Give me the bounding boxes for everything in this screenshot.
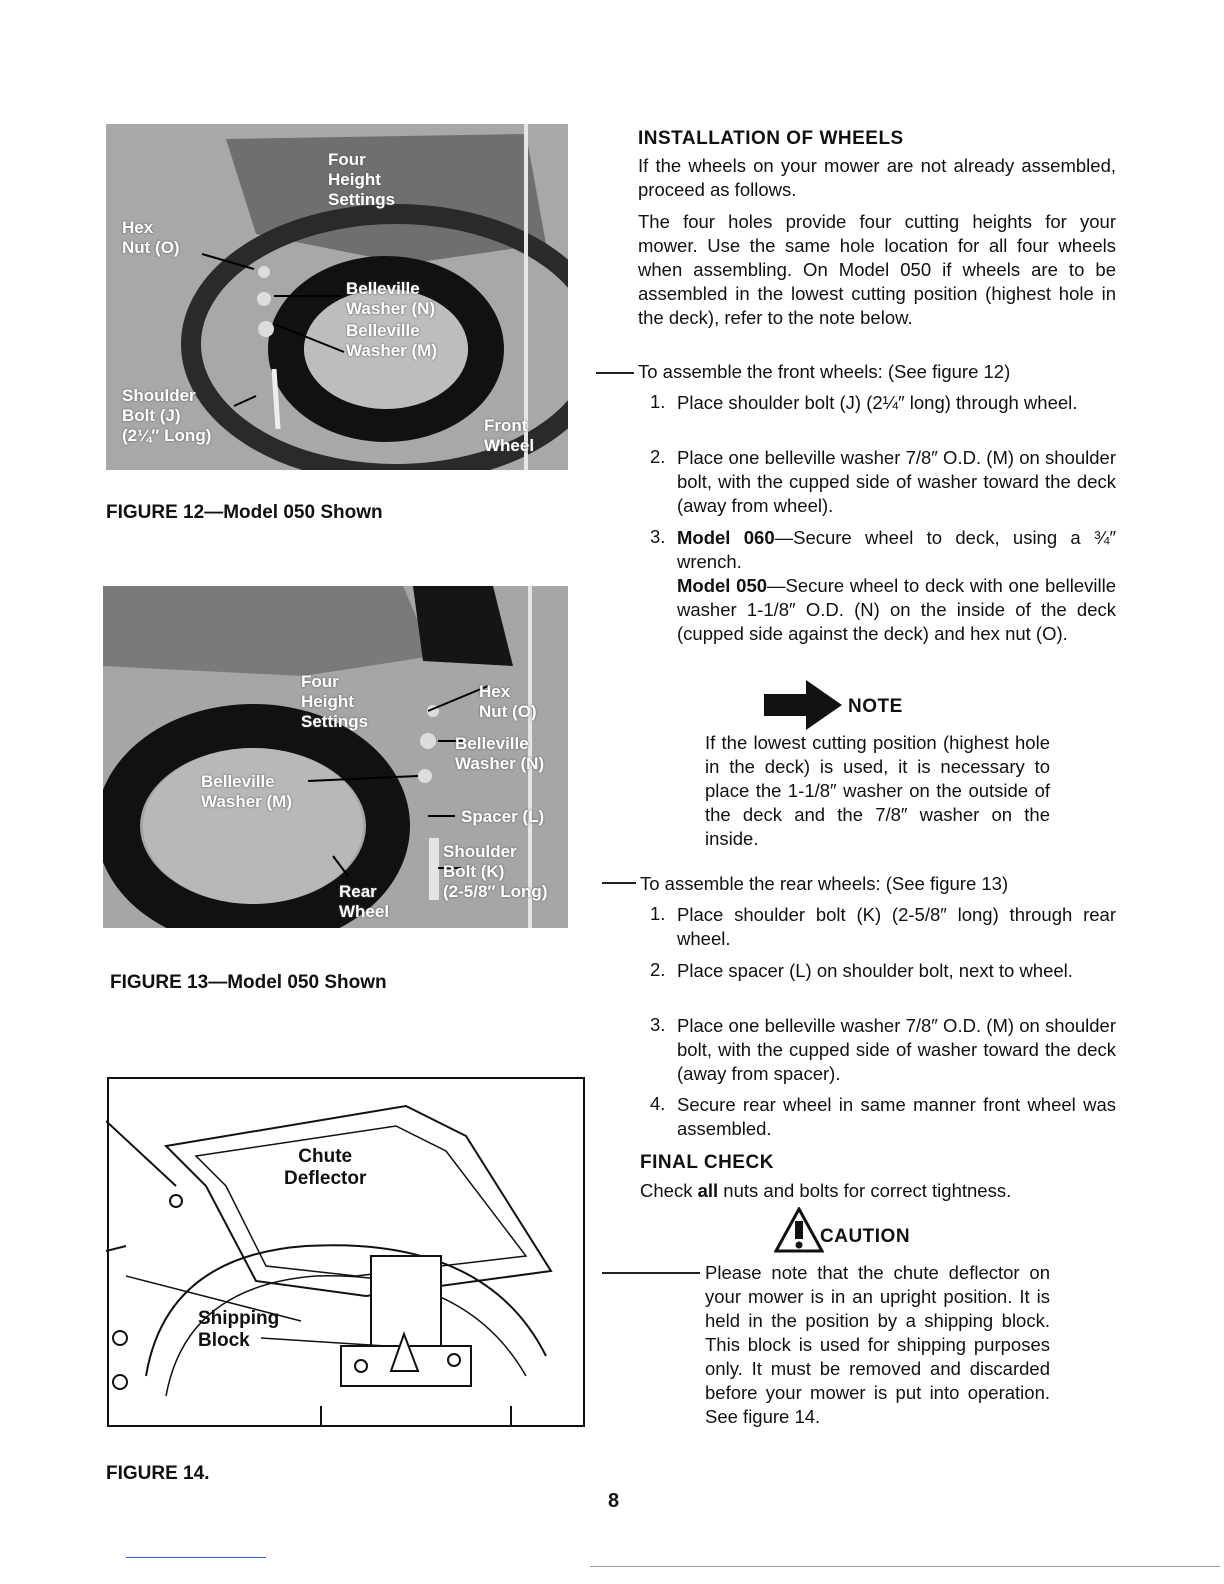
label-belleville-washer-m: Belleville Washer (M) — [201, 772, 292, 811]
caution-warning-icon — [774, 1207, 824, 1258]
rear-step-1-text: Place shoulder bolt (K) (2-5/8″ long) through rear wheel. — [677, 904, 1116, 949]
rear-step-2-number: 2. — [650, 959, 666, 980]
label-chute-deflector: Chute Deflector — [284, 1146, 367, 1189]
label-belleville-washer-n: Belleville Washer (N) — [455, 734, 545, 773]
front-step-3-model050 — [677, 574, 1116, 646]
final-check-text — [640, 1179, 1118, 1203]
rear-step-1-number: 1. — [650, 903, 666, 924]
margin-arrow-rear — [602, 882, 636, 884]
caution-title: CAUTION — [820, 1226, 911, 1247]
margin-arrow-front — [596, 372, 634, 374]
figure-13-caption: FIGURE 13—Model 050 Shown — [110, 972, 387, 993]
final-check-text-post: nuts and bolts for correct tightness. — [718, 1180, 1012, 1201]
figure-14-line-art — [106, 1076, 586, 1428]
label-shoulder-bolt: Shoulder Bolt (K) (2-5/8″ Long) — [443, 842, 548, 901]
front-step-1-number: 1. — [650, 391, 666, 412]
front-step-3-number: 3. — [650, 526, 666, 547]
model-060-label: Model 060 — [677, 527, 775, 548]
bottom-left-rule — [126, 1557, 266, 1558]
note-title: NOTE — [848, 696, 903, 717]
rear-step-2-text: Place spacer (L) on shoulder bolt, next to wheel. — [677, 960, 1073, 981]
bottom-right-rule — [590, 1566, 1220, 1567]
final-check-text-pre: Check — [640, 1180, 698, 1201]
label-belleville-washer-n: Belleville Washer (N) — [346, 279, 436, 318]
rear-step-4-text: Secure rear wheel in same manner front wheel was assembled. — [677, 1094, 1116, 1139]
model-060-text: —Secure wheel to deck, using a ¾″ wrench. — [677, 527, 1116, 572]
margin-arrow-caution — [602, 1272, 700, 1274]
front-step-3-model060 — [677, 526, 1116, 574]
installation-intro-1: If the wheels on your mower are not already assembled, proceed as follows. — [638, 155, 1116, 200]
figure-12-caption: FIGURE 12—Model 050 Shown — [106, 502, 383, 523]
label-rear-wheel: Rear Wheel — [339, 882, 390, 921]
front-step-2-number: 2. — [650, 446, 666, 467]
figure-13-photo — [103, 586, 568, 928]
figure-14-caption: FIGURE 14. — [106, 1463, 210, 1484]
model-050-text: —Secure wheel to deck with one belleville washer 1-1/8″ O.D. (N) on the inside of the deck (cupped side against the deck) and hex nut (O). — [677, 575, 1116, 644]
installation-intro-2: The four holes provide four cutting heights for your mower. Use the same hole location for all four wheels when assembling. On Model 050 if wheels are to be assembled in the lowest cutting position (highest hole in the deck), refer to the note below. — [638, 211, 1116, 328]
front-step-2-text: Place one belleville washer 7/8″ O.D. (M) on shoulder bolt, with the cupped side of washer toward the deck (away from wheel). — [677, 447, 1116, 516]
label-hex-nut: Hex Nut (O) — [479, 682, 537, 721]
label-hex-nut: Hex Nut (O) — [122, 218, 180, 257]
label-four-height-settings: Four Height Settings — [301, 672, 369, 731]
final-check-text-bold: all — [697, 1180, 719, 1201]
model-050-label: Model 050 — [677, 575, 768, 596]
caution-text: Please note that the chute deflector on your mower is in an upright position. It is held in the position by a shipping block. This block is used for shipping purposes only. It must be removed and discarded before your mower is put into operation. See figure 14. — [705, 1262, 1050, 1427]
figure-12-photo — [106, 124, 568, 470]
label-shipping-block: Shipping Block — [198, 1308, 280, 1351]
installation-heading: INSTALLATION OF WHEELS — [638, 128, 904, 149]
rear-step-3-number: 3. — [650, 1014, 666, 1035]
page-number: 8 — [608, 1490, 620, 1512]
front-step-1-text: Place shoulder bolt (J) (2¼″ long) through wheel. — [677, 392, 1078, 413]
warning-triangle-icon — [774, 1207, 824, 1253]
note-arrow-icon — [764, 680, 844, 735]
rear-wheels-intro: To assemble the rear wheels: (See figure 13) — [640, 873, 1009, 894]
label-spacer: Spacer (L) — [461, 807, 545, 826]
front-wheels-intro: To assemble the front wheels: (See figure 12) — [638, 361, 1011, 382]
figure-14-drawing — [106, 1076, 586, 1428]
rear-step-4-number: 4. — [650, 1093, 666, 1114]
label-four-height-settings: Four Height Settings — [328, 150, 396, 209]
rear-step-3-text: Place one belleville washer 7/8″ O.D. (M) on shoulder bolt, with the cupped side of washer toward the deck (away from spacer). — [677, 1015, 1116, 1084]
right-arrow-icon — [764, 680, 844, 730]
label-front-wheel: Front Wheel — [484, 416, 535, 455]
label-belleville-washer-m: Belleville Washer (M) — [346, 321, 437, 360]
final-check-heading: FINAL CHECK — [640, 1152, 774, 1173]
note-text: If the lowest cutting position (highest hole in the deck) is used, it is necessary to place the 1-1/8″ washer on the outside of the deck and the 7/8″ washer on the inside. — [705, 732, 1050, 849]
label-shoulder-bolt: Shoulder Bolt (J) (2¼″ Long) — [122, 386, 212, 445]
